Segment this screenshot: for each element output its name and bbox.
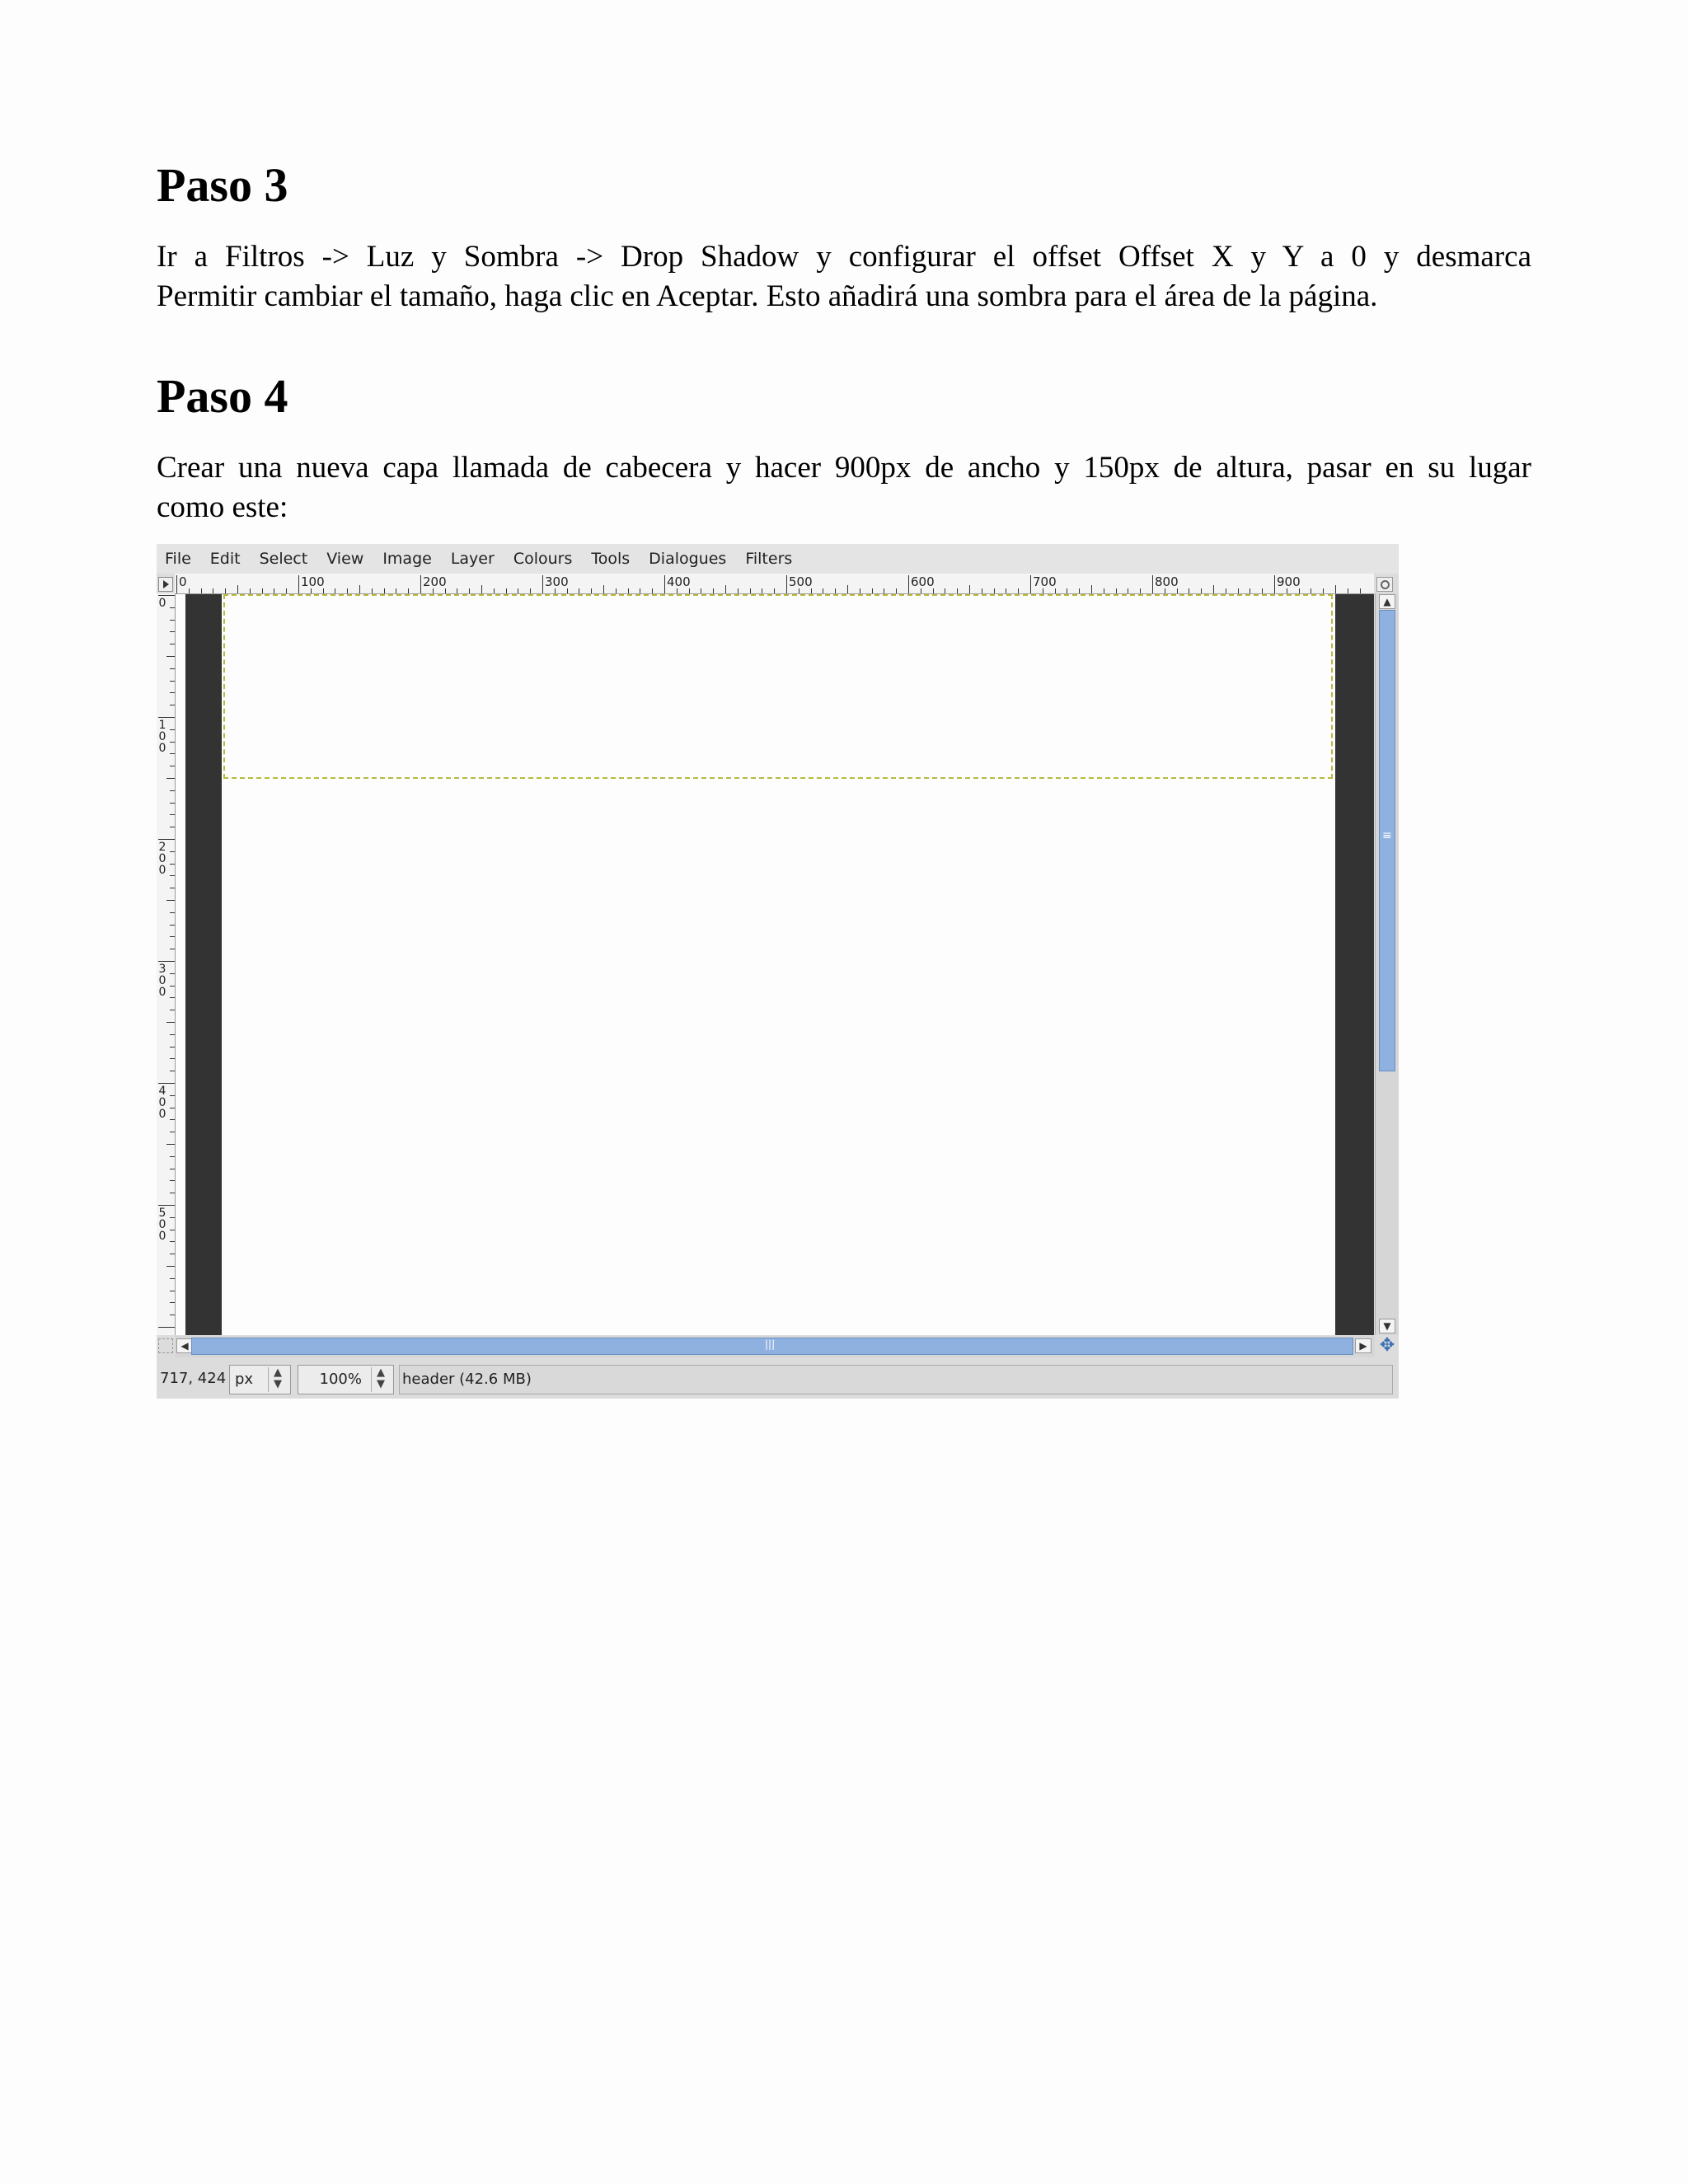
ruler-tick	[170, 851, 175, 852]
navigation-menu-icon[interactable]	[158, 577, 173, 592]
ruler-tick	[481, 585, 482, 593]
ruler-tick	[1201, 588, 1202, 593]
ruler-tick	[158, 839, 175, 840]
ruler-tick	[166, 1266, 175, 1267]
ruler-label: 100	[301, 574, 325, 589]
ruler-tick	[170, 1180, 175, 1181]
ruler-label: 5 0 0	[158, 1207, 166, 1243]
ruler-tick	[237, 585, 238, 593]
ruler-tick	[170, 620, 175, 621]
ruler-tick	[530, 588, 531, 593]
ruler-tick	[603, 585, 604, 593]
ruler-tick	[170, 742, 175, 743]
step3-line-2: Permitir cambiar el tamaño, haga clic en Aceptar. Esto añadirá una sombra para el área de la página.	[157, 279, 1378, 313]
ruler-label: 1 0 0	[158, 719, 166, 755]
horizontal-scrollbar[interactable]	[175, 1336, 1375, 1357]
scroll-up-arrow-icon[interactable]: ▲	[1379, 594, 1395, 609]
vertical-ruler[interactable]	[157, 593, 176, 1335]
step3-line-1: Ir a Filtros -> Luz y Sombra -> Drop Shadow y configurar el offset Offset X y Y a 0 y desmarca	[157, 240, 1531, 274]
zoom-spin-icon[interactable]: ▲ ▼	[371, 1367, 390, 1392]
ruler-tick	[158, 1327, 175, 1328]
ruler-tick	[774, 588, 775, 593]
ruler-tick	[170, 814, 175, 815]
unit-select[interactable]	[229, 1365, 291, 1394]
ruler-tick	[158, 1083, 175, 1084]
step4-line-2: como este:	[157, 490, 288, 524]
ruler-label: 500	[789, 574, 813, 589]
ruler-tick	[170, 803, 175, 804]
image-canvas[interactable]	[176, 594, 1374, 1335]
ruler-label: 700	[1033, 574, 1057, 589]
ruler-label: 400	[667, 574, 691, 589]
ruler-tick	[652, 588, 653, 593]
menu-edit[interactable]: Edit	[209, 550, 241, 568]
ruler-label: 800	[1155, 574, 1179, 589]
ruler-tick	[170, 681, 175, 682]
ruler-tick	[166, 1144, 175, 1145]
menu-file[interactable]: File	[165, 550, 191, 568]
horizontal-scroll-thumb[interactable]	[191, 1338, 1353, 1355]
ruler-tick	[1213, 585, 1214, 593]
ruler-tick	[170, 925, 175, 926]
ruler-tick	[170, 607, 175, 608]
ruler-tick	[170, 864, 175, 865]
ruler-tick	[1030, 575, 1031, 593]
ruler-tick	[591, 588, 592, 593]
header-layer-boundary	[223, 594, 1333, 779]
ruler-tick	[262, 588, 263, 593]
ruler-tick	[713, 588, 714, 593]
menu-view[interactable]: View	[326, 550, 364, 568]
scroll-down-arrow-icon[interactable]: ▼	[1379, 1319, 1395, 1333]
ruler-tick	[1018, 588, 1019, 593]
step4-line-1: Crear una nueva capa llamada de cabecera y hacer 900px de ancho y 150px de altura, pasar en su lugar	[157, 451, 1531, 485]
ruler-tick	[250, 588, 251, 593]
ruler-label: 0	[158, 597, 166, 610]
ruler-tick	[420, 575, 421, 593]
gimp-screenshot	[157, 544, 1399, 1399]
ruler-tick	[628, 588, 629, 593]
unit-value: px	[235, 1371, 254, 1388]
ruler-tick	[847, 585, 848, 593]
horizontal-ruler[interactable]	[175, 574, 1374, 594]
ruler-tick	[166, 778, 175, 779]
ruler-tick	[664, 575, 665, 593]
ruler-tick	[1323, 588, 1324, 593]
ruler-label: 300	[545, 574, 569, 589]
ruler-tick	[1360, 588, 1361, 593]
ruler-tick	[225, 588, 226, 593]
ruler-tick	[506, 588, 507, 593]
ruler-tick	[170, 875, 175, 876]
ruler-tick	[170, 668, 175, 669]
ruler-tick	[359, 585, 360, 593]
ruler-tick	[994, 588, 995, 593]
ruler-tick	[835, 588, 836, 593]
ruler-tick	[158, 595, 175, 596]
ruler-tick	[469, 588, 470, 593]
ruler-tick	[170, 1119, 175, 1120]
ruler-tick	[170, 1156, 175, 1157]
ruler-tick	[170, 790, 175, 791]
ruler-tick	[170, 986, 175, 987]
canvas-padding-left	[185, 594, 222, 1335]
ruler-tick	[725, 585, 726, 593]
ruler-tick	[170, 753, 175, 754]
ruler-tick	[1238, 588, 1239, 593]
pointer-coordinates: 717, 424	[160, 1370, 227, 1387]
ruler-tick	[158, 961, 175, 962]
navigate-icon[interactable]: ✥	[1379, 1335, 1395, 1356]
ruler-tick	[189, 588, 190, 593]
ruler-label: 200	[423, 574, 447, 589]
ruler-tick	[170, 1095, 175, 1096]
ruler-label: 3 0 0	[158, 963, 166, 999]
ruler-tick	[170, 973, 175, 974]
ruler-tick	[372, 588, 373, 593]
menubar	[157, 544, 1399, 574]
ruler-tick	[170, 1302, 175, 1303]
ruler-tick	[542, 575, 543, 593]
ruler-tick	[384, 588, 385, 593]
ruler-tick	[298, 575, 299, 593]
ruler-tick	[1152, 575, 1153, 593]
ruler-tick	[170, 1058, 175, 1059]
ruler-tick	[347, 588, 348, 593]
ruler-tick	[1140, 588, 1141, 593]
menu-filters[interactable]: Filters	[745, 550, 793, 568]
ruler-tick	[616, 588, 617, 593]
ruler-label: 4 0 0	[158, 1085, 166, 1121]
ruler-tick	[170, 631, 175, 632]
zoom-select[interactable]	[298, 1365, 394, 1394]
ruler-tick	[166, 900, 175, 901]
ruler-tick	[896, 588, 897, 593]
step4-heading: Paso 4	[157, 369, 288, 423]
ruler-tick	[170, 1034, 175, 1035]
menu-dialogues[interactable]: Dialogues	[649, 550, 727, 568]
menu-layer[interactable]: Layer	[450, 550, 495, 568]
ruler-tick	[786, 575, 787, 593]
ruler-tick	[908, 575, 909, 593]
ruler-tick	[750, 588, 751, 593]
ruler-tick	[170, 1217, 175, 1218]
ruler-tick	[1116, 588, 1117, 593]
ruler-tick	[494, 588, 495, 593]
ruler-label: 0	[179, 574, 187, 589]
ruler-tick	[170, 912, 175, 913]
ruler-tick	[1262, 588, 1263, 593]
ruler-tick	[166, 1022, 175, 1023]
ruler-tick	[1091, 585, 1092, 593]
step3-heading: Paso 3	[157, 158, 288, 212]
ruler-tick	[170, 692, 175, 693]
ruler-tick	[201, 588, 202, 593]
scroll-left-arrow-icon[interactable]: ◀	[176, 1338, 193, 1353]
ruler-tick	[969, 585, 970, 593]
ruler-label: 2 0 0	[158, 841, 166, 877]
canvas-padding-right	[1335, 594, 1374, 1335]
ruler-tick	[286, 588, 287, 593]
menu-tools[interactable]: Tools	[591, 550, 631, 568]
unit-spin-icon[interactable]: ▲ ▼	[268, 1367, 287, 1392]
step4-paragraph	[157, 448, 1531, 527]
ruler-tick	[170, 936, 175, 937]
ruler-label: 900	[1277, 574, 1301, 589]
menu-colours[interactable]: Colours	[513, 550, 573, 568]
ruler-tick	[170, 729, 175, 730]
zoom-value: 100%	[319, 1371, 362, 1388]
ruler-tick	[170, 1241, 175, 1242]
ruler-tick	[170, 997, 175, 998]
ruler-tick	[170, 1278, 175, 1279]
scroll-right-arrow-icon[interactable]: ▶	[1355, 1338, 1372, 1353]
ruler-tick	[158, 717, 175, 718]
status-message: header (42.6 MB)	[399, 1365, 1393, 1394]
vertical-scroll-thumb[interactable]	[1379, 610, 1395, 1071]
quick-mask-icon[interactable]	[158, 1338, 173, 1353]
menu-image[interactable]: Image	[382, 550, 432, 568]
ruler-tick	[408, 588, 409, 593]
ruler-tick	[1079, 588, 1080, 593]
ruler-tick	[1335, 585, 1336, 593]
ruler-tick	[166, 656, 175, 657]
menu-select[interactable]: Select	[259, 550, 308, 568]
zoom-icon[interactable]	[1376, 577, 1393, 592]
ruler-tick	[158, 1205, 175, 1206]
vertical-scrollbar[interactable]	[1375, 593, 1399, 1335]
ruler-tick	[176, 575, 177, 593]
ruler-tick	[872, 588, 873, 593]
step3-paragraph	[157, 237, 1531, 316]
ruler-label: 600	[911, 574, 935, 589]
ruler-tick	[1274, 575, 1275, 593]
ruler-tick	[957, 588, 958, 593]
status-bar	[157, 1358, 1399, 1399]
